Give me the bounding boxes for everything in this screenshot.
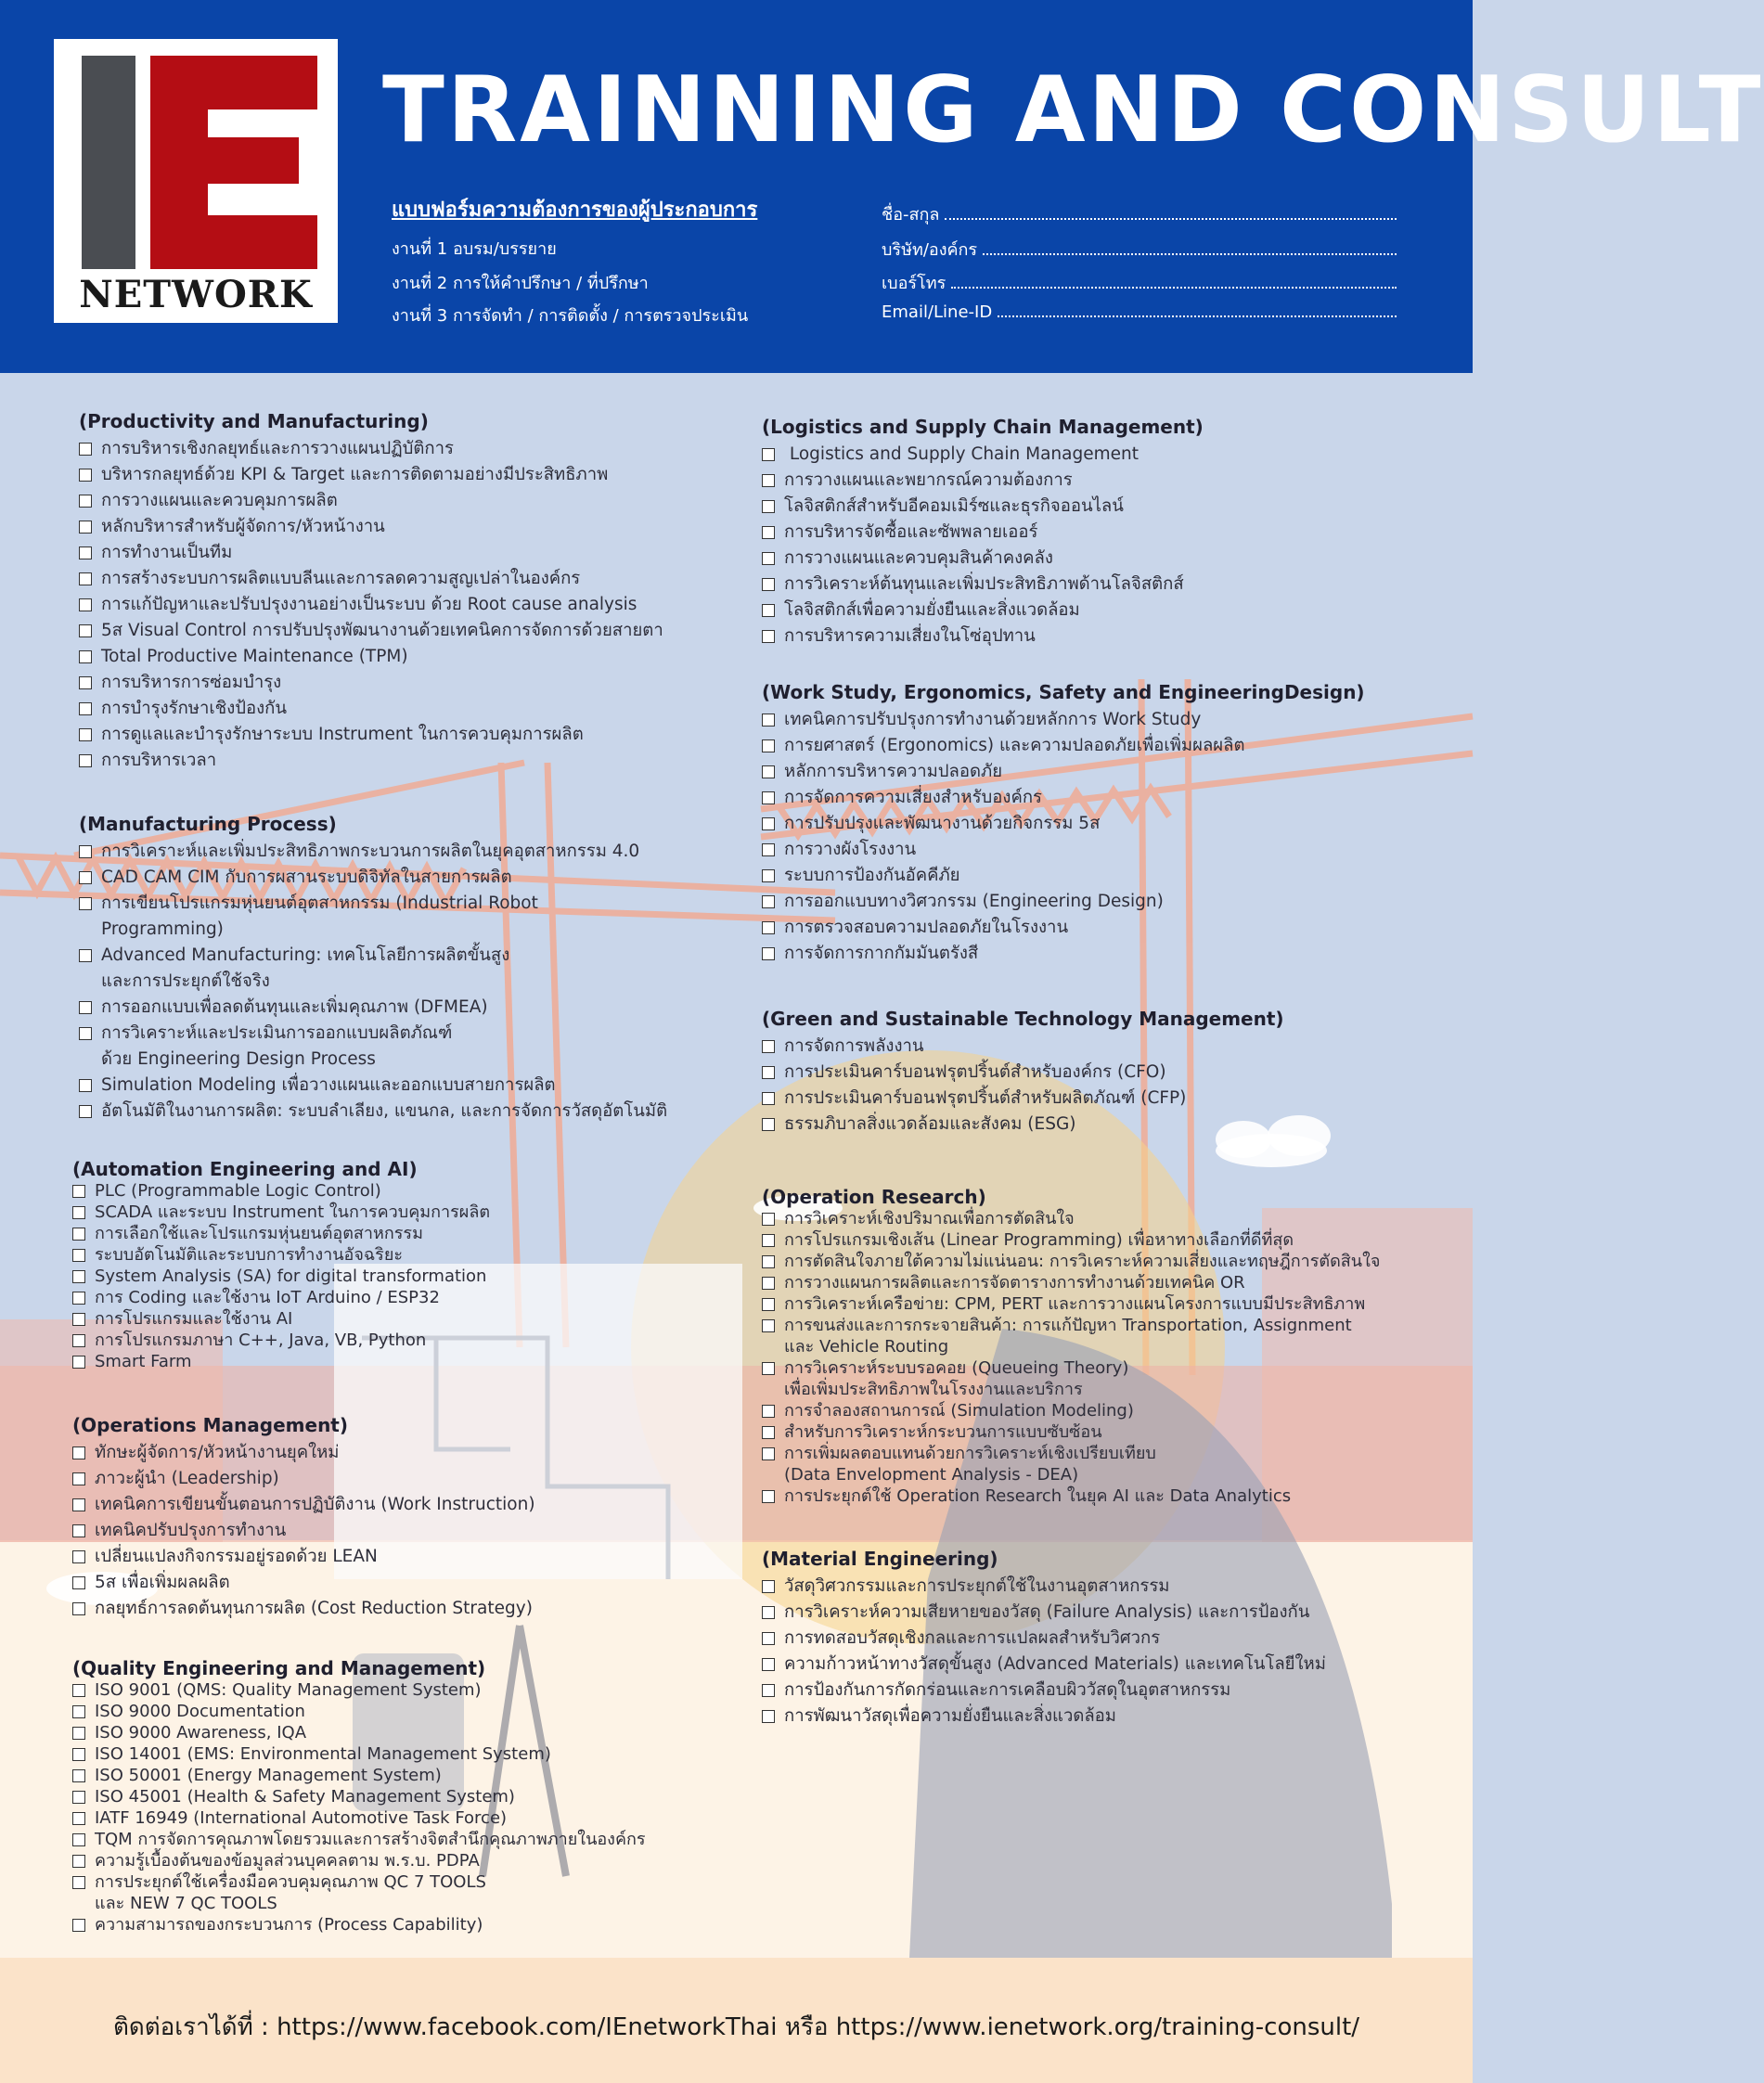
checkbox[interactable]	[762, 1405, 775, 1418]
checkbox[interactable]	[762, 1632, 775, 1645]
checkbox[interactable]	[762, 817, 775, 830]
logo-letter-i	[82, 56, 135, 269]
checklist-item[interactable]	[762, 1208, 1380, 1229]
checklist-item-label: การขนส่งและการกระจายสินค้า: การแก้ปัญหา Transportation, Assignment และ Vehicle Routing	[784, 1316, 1352, 1357]
checkbox[interactable]	[72, 1206, 85, 1219]
checkbox[interactable]	[72, 1855, 85, 1868]
checkbox[interactable]	[762, 1490, 775, 1503]
checklist-item-label: การเลือกใช้และโปรแกรมหุ่นยนต์อุตสาหกรรม	[95, 1224, 423, 1243]
checkbox[interactable]	[762, 739, 775, 752]
checkbox[interactable]	[72, 1748, 85, 1761]
checkbox[interactable]	[762, 1606, 775, 1619]
checkbox[interactable]	[72, 1550, 85, 1563]
checkbox[interactable]	[762, 1298, 775, 1311]
section-material	[762, 1548, 1326, 1729]
checklist-item-label: กลยุทธ์การลดต้นทุนการผลิต (Cost Reduction Strategy)	[95, 1599, 533, 1618]
contact-footer-text: ติดต่อเราได้ที่ : https://www.facebook.com/IEnetworkThai หรือ https://www.ienetwork.org/training-consult/	[112, 2013, 1360, 2041]
checklist-item-label: อัตโนมัติในงานการผลิต: ระบบลำเลียง, แขนกล, และการจัดการวัสดุอัตโนมัติ	[101, 1101, 668, 1121]
checkbox[interactable]	[762, 843, 775, 856]
checklist-item-label: การประยุกต์ใช้ Operation Research ในยุค AI และ Data Analytics	[784, 1486, 1292, 1506]
checklist-item-label: ทักษะผู้จัดการ/หัวหน้างานยุคใหม่	[95, 1443, 340, 1462]
checkbox[interactable]	[762, 947, 775, 960]
checkbox[interactable]	[762, 526, 775, 539]
checklist-item[interactable]	[762, 1060, 1284, 1086]
checklist-item[interactable]	[762, 1400, 1380, 1421]
checklist-item[interactable]	[762, 1626, 1326, 1652]
checklist-item-label: การโปรแกรมเชิงเส้น (Linear Programming) เพื่อหาทางเลือกที่ดีที่สุด	[784, 1230, 1294, 1250]
checkbox[interactable]	[79, 754, 92, 767]
section-manufacturing	[79, 813, 667, 1125]
checkbox[interactable]	[762, 604, 775, 617]
logo-network-text: NETWORK	[79, 273, 313, 316]
checkbox[interactable]	[762, 1447, 775, 1460]
checklist-item-label: หลักบริหารสำหรับผู้จัดการ/หัวหน้างาน	[101, 517, 385, 536]
checklist-item-label: การ Coding และใช้งาน IoT Arduino / ESP32	[95, 1288, 440, 1307]
task-line-3: งานที่ 3 การจัดทำ / การติดตั้ง / การตรวจประเมิน	[392, 306, 749, 326]
checklist-item[interactable]	[762, 520, 1204, 546]
checklist-item-label: ISO 45001 (Health & Safety Management System)	[95, 1787, 515, 1807]
checklist-item[interactable]	[72, 1743, 646, 1765]
checklist-item-label: การวิเคราะห์เครือข่าย: CPM, PERT และการวางแผนโครงการแบบมีประสิทธิภาพ	[784, 1294, 1366, 1314]
checkbox[interactable]	[762, 921, 775, 934]
checkbox[interactable]	[72, 1705, 85, 1718]
checklist-item-label: การวิเคราะห์ระบบรอคอย (Queueing Theory) เพื่อเพิ่มประสิทธิภาพในโรงงานและบริการ	[784, 1358, 1129, 1399]
checkbox[interactable]	[79, 495, 92, 508]
checklist-item-label: การจัดการความเสี่ยงสำหรับองค์กร	[784, 788, 1042, 807]
checkbox[interactable]	[762, 552, 775, 565]
checkbox[interactable]	[72, 1791, 85, 1804]
checkbox[interactable]	[79, 871, 92, 884]
checklist-item[interactable]	[79, 839, 667, 865]
phone-field-label: เบอร์โทร	[882, 274, 946, 293]
checklist-item[interactable]	[762, 572, 1204, 598]
checkbox[interactable]	[762, 1319, 775, 1332]
checklist-item-label: การแก้ปัญหาและปรับปรุงงานอย่างเป็นระบบ ด้วย Root cause analysis	[101, 595, 637, 614]
checklist-item[interactable]	[762, 733, 1365, 759]
checkbox[interactable]	[79, 1027, 92, 1040]
checkbox[interactable]	[79, 1079, 92, 1092]
section-title: (Quality Engineering and Management)	[72, 1657, 486, 1679]
checkbox[interactable]	[762, 895, 775, 908]
checklist-item[interactable]	[79, 514, 663, 540]
checklist-item[interactable]	[72, 1266, 490, 1287]
checklist-item[interactable]	[762, 1272, 1380, 1293]
checkbox[interactable]	[762, 630, 775, 643]
checkbox[interactable]	[762, 500, 775, 513]
checkbox[interactable]	[72, 1270, 85, 1283]
checklist-item[interactable]	[762, 889, 1365, 915]
checkbox[interactable]	[762, 578, 775, 591]
checklist-item-label: การโปรแกรมและใช้งาน AI	[95, 1309, 293, 1329]
checklist-item-label: การประเมินคาร์บอนฟรุตปริ้นต์สำหรับองค์กร (CFO)	[784, 1062, 1166, 1082]
checkbox[interactable]	[72, 1334, 85, 1347]
checklist-item-label: การวิเคราะห์และเพิ่มประสิทธิภาพกระบวนการผลิตในยุคอุตสาหกรรม 4.0	[101, 842, 640, 861]
section-automation	[72, 1158, 490, 1372]
checklist-item[interactable]	[762, 1485, 1380, 1507]
checklist-item[interactable]	[72, 1440, 535, 1466]
checklist-item[interactable]	[762, 624, 1204, 649]
checklist-item-label: การบริหารการซ่อมบำรุง	[101, 673, 282, 692]
checklist-item-label: System Analysis (SA) for digital transformation	[95, 1267, 487, 1286]
checkbox[interactable]	[72, 1185, 85, 1198]
section-title: (Material Engineering)	[762, 1548, 998, 1570]
checklist-item-label: การเพิ่มผลตอบแทนด้วยการวิเคราะห์เชิงเปรียบเทียบ (Data Envelopment Analysis - DEA)	[784, 1444, 1156, 1485]
checklist-item-label: การยศาสตร์ (Ergonomics) และความปลอดภัยเพื่อเพิ่มผลผลิต	[784, 736, 1245, 755]
section-title: (Productivity and Manufacturing)	[79, 410, 429, 432]
checklist-item[interactable]	[72, 1786, 646, 1807]
checkbox[interactable]	[79, 676, 92, 689]
checklist-item[interactable]	[72, 1701, 646, 1722]
checklist-item-label: ISO 9000 Documentation	[95, 1702, 305, 1721]
section-logistics	[762, 416, 1204, 649]
checklist-item[interactable]	[79, 488, 663, 514]
checklist-item[interactable]	[72, 1518, 535, 1544]
checklist-item-label: การสร้างระบบการผลิตแบบลีนและการลดความสูญเปล่าในองค์กร	[101, 569, 581, 588]
checkbox[interactable]	[79, 572, 92, 585]
checklist-item[interactable]	[762, 785, 1365, 811]
task-line-1: งานที่ 1 อบรม/บรรยาย	[392, 239, 557, 259]
checklist-item-label: การตัดสินใจภายใต้ความไม่แน่นอน: การวิเคราะห์ความเสี่ยงและทฤษฎีการตัดสินใจ	[784, 1252, 1381, 1271]
checklist-item[interactable]	[72, 1914, 646, 1935]
checklist-item[interactable]	[72, 1466, 535, 1492]
checklist-item-label: การดูแลและบำรุงรักษาระบบ Instrument ในการควบคุมการผลิต	[101, 725, 584, 744]
section-title: (Automation Engineering and AI)	[72, 1158, 418, 1180]
checklist-item[interactable]	[79, 462, 663, 488]
checklist-item[interactable]	[762, 837, 1365, 863]
checklist-item[interactable]	[79, 644, 663, 670]
checklist-item[interactable]	[762, 1652, 1326, 1678]
checklist-item-label: CAD CAM CIM กับการผสานระบบดิจิทัลในสายการผลิต	[101, 868, 512, 887]
checklist-item-label: การจัดการพลังงาน	[784, 1036, 924, 1056]
checkbox[interactable]	[762, 1066, 775, 1079]
checkbox[interactable]	[72, 1498, 85, 1511]
checklist-item[interactable]	[762, 1315, 1380, 1357]
name-field[interactable]	[882, 200, 1397, 227]
email-line-field-label: Email/Line-ID	[882, 302, 993, 322]
checklist-item-label: การวางผังโรงงาน	[784, 840, 917, 859]
checklist-item[interactable]	[72, 1223, 490, 1244]
checklist-item-label: การป้องกันการกัดกร่อนและการเคลือบผิววัสดุในอุตสาหกรรม	[784, 1680, 1231, 1700]
checklist-item[interactable]	[79, 540, 663, 566]
checklist-item-label: การจัดการกากกัมมันตรังสี	[784, 944, 979, 963]
checklist-item-label: ความก้าวหน้าทางวัสดุขั้นสูง (Advanced Materials) และเทคโนโลยีใหม่	[784, 1654, 1326, 1674]
checklist-item[interactable]	[762, 546, 1204, 572]
checklist-item[interactable]	[762, 1678, 1326, 1704]
checklist-item-label: สำหรับการวิเคราะห์กระบวนการแบบซับซ้อน	[784, 1422, 1102, 1442]
checkbox[interactable]	[762, 1234, 775, 1247]
company-field[interactable]	[882, 236, 1397, 263]
checkbox[interactable]	[762, 1092, 775, 1105]
checklist-item[interactable]	[72, 1287, 490, 1308]
checklist-item-label: การบริหารเชิงกลยุทธ์และการวางแผนปฏิบัติการ	[101, 439, 454, 458]
checkbox[interactable]	[762, 1658, 775, 1671]
checklist-item[interactable]	[762, 759, 1365, 785]
email-line-field[interactable]	[882, 302, 1397, 322]
checklist-item[interactable]	[762, 1034, 1284, 1060]
checklist-item[interactable]	[72, 1679, 646, 1701]
section-green	[762, 1008, 1284, 1138]
checklist-item[interactable]	[72, 1871, 646, 1914]
checklist-item[interactable]	[72, 1308, 490, 1330]
checklist-item-label: โลจิสติกส์สำหรับอีคอมเมิร์ซและธุรกิจออนไลน์	[784, 496, 1124, 516]
checklist-item[interactable]	[72, 1722, 646, 1743]
checklist-item-label: ความรู้เบื้องต้นของข้อมูลส่วนบุคคลตาม พ.ร.บ. PDPA	[95, 1851, 480, 1871]
section-title: (Manufacturing Process)	[79, 813, 337, 835]
section-quality	[72, 1657, 646, 1935]
checklist-item-label: การวิเคราะห์เชิงปริมาณเพื่อการตัดสินใจ	[784, 1209, 1075, 1228]
checklist-item[interactable]	[79, 891, 667, 943]
checklist-item-label: การทำงานเป็นทีม	[101, 543, 233, 562]
checklist-item[interactable]	[762, 1421, 1380, 1443]
page-title: TRAINNING AND CONSULT	[382, 58, 1764, 163]
checklist-item[interactable]	[72, 1202, 490, 1223]
checklist-item-label: 5ส เพื่อเพิ่มผลผลิต	[95, 1573, 230, 1592]
task-line-2: งานที่ 2 การให้คำปรึกษา / ที่ปรึกษา	[392, 274, 649, 293]
checklist-item-label: บริหารกลยุทธ์ด้วย KPI & Target และการติดตามอย่างมีประสิทธิภาพ	[101, 465, 609, 484]
checklist-item[interactable]	[72, 1829, 646, 1850]
checklist-item-label: การพัฒนาวัสดุเพื่อความยั่งยืนและสิ่งแวดล้อม	[784, 1706, 1116, 1726]
checklist-item[interactable]	[762, 1229, 1380, 1251]
checklist-item[interactable]	[762, 863, 1365, 889]
checklist-item-label: การวางแผนการผลิตและการจัดตารางการทำงานด้วยเทคนิค OR	[784, 1273, 1245, 1292]
checklist-item[interactable]	[762, 1704, 1326, 1729]
checklist-item-label: การบริหารเวลา	[101, 751, 217, 770]
checkbox[interactable]	[79, 624, 92, 637]
section-title: (Green and Sustainable Technology Management)	[762, 1008, 1284, 1030]
checkbox[interactable]	[79, 1105, 92, 1118]
checklist-item-label: เทคนิคปรับปรุงการทำงาน	[95, 1521, 287, 1540]
checkbox[interactable]	[79, 546, 92, 559]
checklist-item-label: การบริหารความเสี่ยงในโซ่อุปทาน	[784, 626, 1036, 646]
checklist-item-label: การวางแผนและควบคุมการผลิต	[101, 491, 338, 510]
checklist-item[interactable]	[79, 566, 663, 592]
checklist-item-label: การออกแบบทางวิศวกรรม (Engineering Design)	[784, 892, 1164, 911]
checkbox[interactable]	[72, 1769, 85, 1782]
checklist-item-label: การจำลองสถานการณ์ (Simulation Modeling)	[784, 1401, 1134, 1421]
checkbox[interactable]	[762, 714, 775, 726]
checkbox[interactable]	[79, 728, 92, 741]
checkbox[interactable]	[72, 1292, 85, 1305]
checklist-item[interactable]	[762, 811, 1365, 837]
checkbox[interactable]	[762, 869, 775, 882]
checklist-item[interactable]	[762, 1574, 1326, 1600]
checklist-item-label: TQM การจัดการคุณภาพโดยรวมและการสร้างจิตสำนึกคุณภาพภายในองค์กร	[95, 1830, 646, 1849]
checkbox[interactable]	[72, 1249, 85, 1262]
checklist-item-label: เทคนิคการเขียนขั้นตอนการปฏิบัติงาน (Work Instruction)	[95, 1495, 535, 1514]
checklist-item-label: ISO 9000 Awareness, IQA	[95, 1723, 307, 1742]
checklist-item-label: Logistics and Supply Chain Management	[784, 444, 1139, 464]
checkbox[interactable]	[79, 598, 92, 611]
checkbox[interactable]	[762, 1213, 775, 1226]
checklist-item-label: IATF 16949 (International Automotive Task Force)	[95, 1808, 508, 1828]
checkbox[interactable]	[72, 1228, 85, 1241]
checkbox[interactable]	[79, 702, 92, 715]
checkbox[interactable]	[762, 1255, 775, 1268]
checkbox[interactable]	[762, 1710, 775, 1723]
checklist-item-label: เปลี่ยนแปลงกิจกรรมอยู่รอดด้วย LEAN	[95, 1547, 378, 1566]
checklist-item-label: การประยุกต์ใช้เครื่องมือควบคุมคุณภาพ QC 7 TOOLS และ NEW 7 QC TOOLS	[95, 1872, 486, 1913]
phone-field[interactable]	[882, 269, 1397, 296]
checklist-item-label: Smart Farm	[95, 1352, 192, 1371]
checkbox[interactable]	[72, 1447, 85, 1459]
section-title: (Logistics and Supply Chain Management)	[762, 416, 1204, 438]
checkbox[interactable]	[72, 1356, 85, 1369]
checklist-item[interactable]	[72, 1807, 646, 1829]
checkbox[interactable]	[762, 1277, 775, 1290]
checklist-item[interactable]	[79, 618, 663, 644]
checklist-item[interactable]	[79, 1099, 667, 1125]
checkbox[interactable]	[72, 1472, 85, 1485]
checkbox[interactable]	[72, 1602, 85, 1615]
checklist-item[interactable]	[79, 943, 667, 995]
checklist-item-label: ISO 9001 (QMS: Quality Management System)	[95, 1680, 482, 1700]
checkbox[interactable]	[762, 1684, 775, 1697]
checklist-item-label: Simulation Modeling เพื่อวางแผนและออกแบบสายการผลิต	[101, 1075, 556, 1095]
checklist-item-label: การเขียนโปรแกรมหุ่นยนต์อุตสาหกรรม (Industrial Robot Programming)	[101, 894, 538, 939]
checkbox[interactable]	[72, 1524, 85, 1537]
checklist-item-label: PLC (Programmable Logic Control)	[95, 1181, 381, 1201]
checklist-item-label: การตรวจสอบความปลอดภัยในโรงงาน	[784, 918, 1069, 937]
checkbox[interactable]	[79, 1001, 92, 1014]
checklist-item[interactable]	[762, 1600, 1326, 1626]
checkbox[interactable]	[72, 1919, 85, 1932]
checklist-item-label: ระบบการป้องกันอัคคีภัย	[784, 866, 960, 885]
checklist-item-label: การวิเคราะห์ต้นทุนและเพิ่มประสิทธิภาพด้านโลจิสติกส์	[784, 574, 1184, 594]
form-title: แบบฟอร์มความต้องการของผู้ประกอบการ	[392, 199, 758, 222]
checkbox[interactable]	[79, 443, 92, 456]
checkbox[interactable]	[762, 1426, 775, 1439]
checklist-item-label: SCADA และระบบ Instrument ในการควบคุมการผลิต	[95, 1202, 491, 1222]
checklist-item[interactable]	[762, 1251, 1380, 1272]
checkbox[interactable]	[762, 448, 775, 461]
checklist-item[interactable]	[762, 1293, 1380, 1315]
checkbox[interactable]	[762, 1040, 775, 1053]
checklist-item[interactable]	[79, 995, 667, 1021]
checklist-item[interactable]	[79, 748, 663, 774]
checkbox[interactable]	[762, 765, 775, 778]
checklist-item-label: โลจิสติกส์เพื่อความยั่งยืนและสิ่งแวดล้อม	[784, 600, 1080, 620]
section-title: (Operations Management)	[72, 1414, 349, 1436]
checklist-item[interactable]	[762, 707, 1365, 733]
checklist-item-label: การวางแผนและพยากรณ์ความต้องการ	[784, 470, 1073, 490]
checklist-item-label: ความสามารถของกระบวนการ (Process Capability)	[95, 1915, 483, 1935]
checklist-item[interactable]	[762, 1112, 1284, 1138]
checklist-item-label: การวิเคราะห์และประเมินการออกแบบผลิตภัณฑ์ ด้วย Engineering Design Process	[101, 1023, 453, 1069]
checklist-item-label: การปรับปรุงและพัฒนางานด้วยกิจกรรม 5ส	[784, 814, 1101, 833]
checklist-item-label: ISO 14001 (EMS: Environmental Management System)	[95, 1744, 551, 1764]
checklist-item-label: Total Productive Maintenance (TPM)	[101, 647, 408, 666]
checkbox[interactable]	[762, 1118, 775, 1131]
checkbox[interactable]	[762, 791, 775, 804]
checklist-item[interactable]	[762, 915, 1365, 941]
ie-network-logo	[54, 39, 338, 323]
checklist-item-label: การออกแบบเพื่อลดต้นทุนและเพิ่มคุณภาพ (DFMEA)	[101, 997, 488, 1017]
checklist-item[interactable]	[762, 494, 1204, 520]
checklist-item[interactable]	[79, 1021, 667, 1073]
checklist-item-label: หลักการบริหารความปลอดภัย	[784, 762, 1003, 781]
checklist-item-label: การประเมินคาร์บอนฟรุตปริ้นต์สำหรับผลิตภัณฑ์ (CFP)	[784, 1088, 1187, 1108]
checklist-item[interactable]	[762, 468, 1204, 494]
section-title: (Operation Research)	[762, 1186, 986, 1208]
checkbox[interactable]	[762, 474, 775, 487]
checkbox[interactable]	[72, 1313, 85, 1326]
checkbox[interactable]	[79, 949, 92, 962]
section-operation-research	[762, 1186, 1380, 1507]
checkbox[interactable]	[72, 1876, 85, 1889]
checklist-item-label: การบำรุงรักษาเชิงป้องกัน	[101, 699, 287, 718]
checkbox[interactable]	[72, 1812, 85, 1825]
checklist-item[interactable]	[762, 598, 1204, 624]
checklist-item[interactable]	[72, 1596, 535, 1622]
checklist-item-label: เทคนิคการปรับปรุงการทำงานด้วยหลักการ Work Study	[784, 710, 1202, 729]
checkbox[interactable]	[79, 897, 92, 910]
checklist-item-label: 5ส Visual Control การปรับปรุงพัฒนางานด้วยเทคนิคการจัดการด้วยสายตา	[101, 621, 663, 640]
checkbox[interactable]	[762, 1362, 775, 1375]
checkbox[interactable]	[79, 845, 92, 858]
checklist-item[interactable]	[762, 442, 1204, 468]
checklist-item[interactable]	[72, 1544, 535, 1570]
checklist-item-label: ISO 50001 (Energy Management System)	[95, 1766, 442, 1785]
checklist-item-label: ระบบอัตโนมัติและระบบการทำงานอัจฉริยะ	[95, 1245, 404, 1265]
checklist-item-label: การทดสอบวัสดุเชิงกลและการแปลผลสำหรับวิศวกร	[784, 1628, 1161, 1648]
checklist-item-label: การโปรแกรมภาษา C++, Java, VB, Python	[95, 1331, 427, 1350]
checklist-item-label: วัสดุวิศวกรรมและการประยุกต์ใช้ในงานอุตสาหกรรม	[784, 1576, 1170, 1596]
checklist-item[interactable]	[72, 1180, 490, 1202]
section-title: (Work Study, Ergonomics, Safety and EngineeringDesign)	[762, 681, 1365, 703]
checklist-item-label: ธรรมภิบาลสิ่งแวดล้อมและสังคม (ESG)	[784, 1114, 1076, 1134]
checklist-item[interactable]	[79, 592, 663, 618]
checklist-item[interactable]	[79, 696, 663, 722]
section-operations	[72, 1414, 535, 1622]
checklist-item[interactable]	[72, 1850, 646, 1871]
checkbox[interactable]	[72, 1833, 85, 1846]
checklist-item-label: การวางแผนและควบคุมสินค้าคงคลัง	[784, 548, 1053, 568]
checklist-item[interactable]	[72, 1351, 490, 1372]
checkbox[interactable]	[762, 1580, 775, 1593]
checklist-item[interactable]	[72, 1765, 646, 1786]
checklist-item[interactable]	[79, 436, 663, 462]
name-field-label: ชื่อ-สกุล	[882, 205, 940, 225]
checkbox[interactable]	[72, 1684, 85, 1697]
header-banner	[0, 0, 1764, 373]
company-field-label: บริษัท/องค์กร	[882, 240, 978, 260]
checklist-item[interactable]	[72, 1244, 490, 1266]
checklist-item[interactable]	[79, 865, 667, 891]
checklist-item[interactable]	[72, 1492, 535, 1518]
checklist-item[interactable]	[762, 1443, 1380, 1485]
checklist-item[interactable]	[79, 670, 663, 696]
section-workstudy	[762, 681, 1365, 967]
section-productivity	[79, 410, 663, 774]
checklist-item-label: การวิเคราะห์ความเสียหายของวัสดุ (Failure Analysis) และการป้องกัน	[784, 1602, 1310, 1622]
checklist-item[interactable]	[79, 1073, 667, 1099]
checklist-item-label: การบริหารจัดซื้อและซัพพลายเออร์	[784, 522, 1038, 542]
checkbox[interactable]	[79, 521, 92, 534]
checkbox[interactable]	[79, 650, 92, 663]
checklist-item-label: ภาวะผู้นำ (Leadership)	[95, 1469, 279, 1488]
checkbox[interactable]	[79, 469, 92, 482]
checklist-item[interactable]	[762, 1357, 1380, 1400]
checklist-item[interactable]	[72, 1570, 535, 1596]
checklist-item[interactable]	[762, 941, 1365, 967]
checkbox[interactable]	[72, 1576, 85, 1589]
checklist-item[interactable]	[79, 722, 663, 748]
checkbox[interactable]	[72, 1727, 85, 1740]
checklist-item-label: Advanced Manufacturing: เทคโนโลยีการผลิตขั้นสูง และการประยุกต์ใช้จริง	[101, 945, 510, 991]
checklist-item[interactable]	[72, 1330, 490, 1351]
checklist-item[interactable]	[762, 1086, 1284, 1112]
